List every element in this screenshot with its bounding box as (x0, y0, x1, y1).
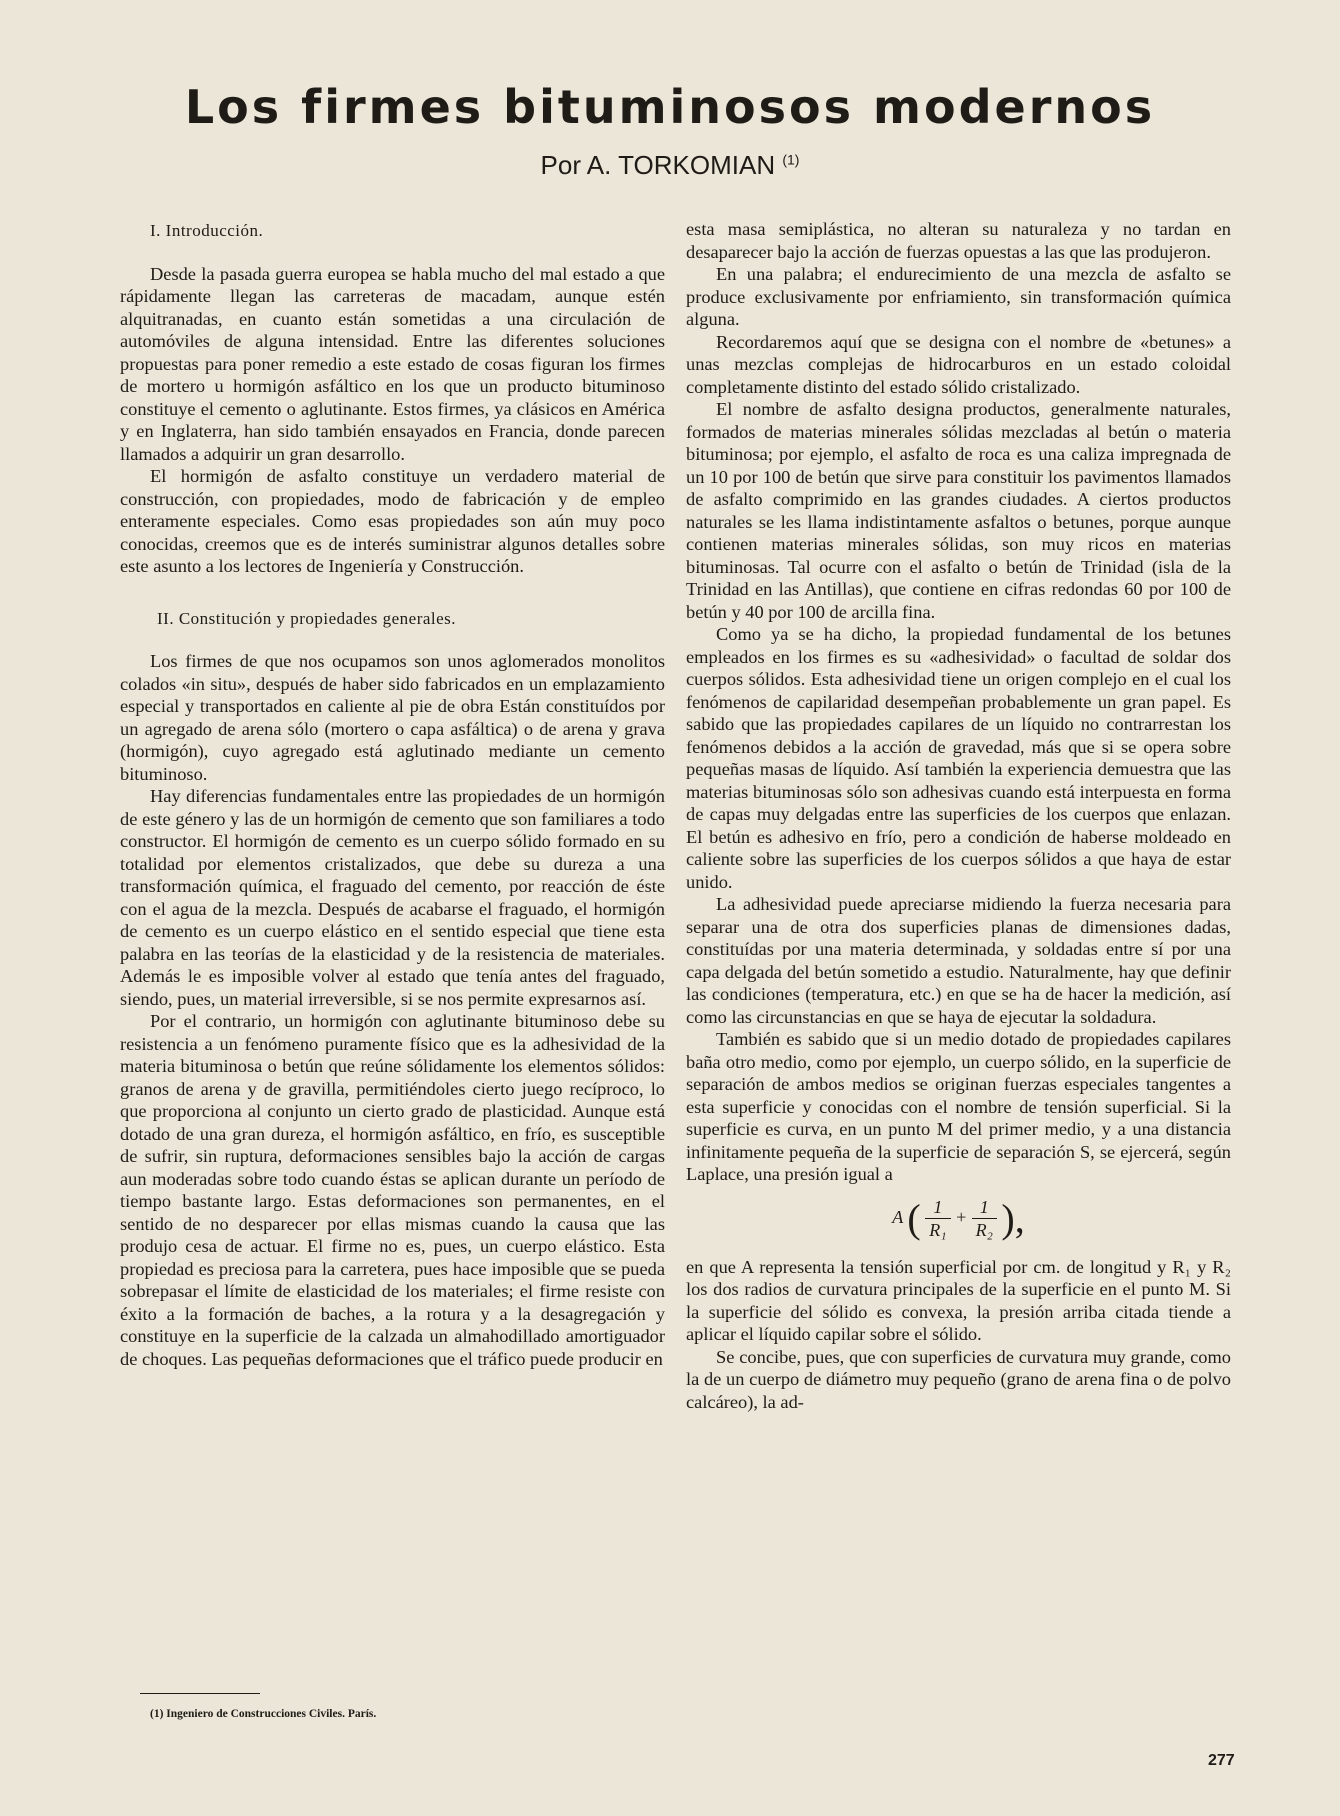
section-heading-constitucion: II. Constitución y propiedades generales. (157, 608, 457, 628)
paragraph: En una palabra; el endurecimiento de una mezcla de asfalto se produce exclusivamente por enfriamiento, sin transformación química alguna. (686, 264, 1231, 329)
page-number: 277 (1208, 1752, 1235, 1769)
footnote-divider (140, 1693, 260, 1694)
formula-open-paren: ( (907, 1195, 921, 1241)
footnote: (1) Ingeniero de Construcciones Civiles. París. (150, 1708, 377, 1720)
formula-numerator: 1 (972, 1196, 997, 1220)
laplace-formula (686, 1196, 1231, 1242)
formula-close-paren: ), (1001, 1195, 1025, 1241)
formula-plus: + (955, 1206, 968, 1227)
paragraph: en que A representa la tensión superficial por cm. de longitud y R₁ y R₂ los dos radios de curvatura principales de la superficie en el punto M. Si la superficie del sólido es convexa, la presión arriba citada tiende a aplicar el líquido capilar sobre el sólido. (686, 1256, 1231, 1344)
formula-A: A (892, 1206, 903, 1227)
formula-denominator: R₂ (975, 1220, 993, 1240)
paragraph: Los firmes de que nos ocupamos son unos aglomerados monolitos colados «in situ», después de haber sido fabricados en un emplazamiento especial y transportados en caliente al pie de obra Están constituídos por un agregado de arena sólo (mortero o capa asfáltica) o de arena y grava (hormigón), cuyo agregado está aglutinado mediante un cemento bituminoso. (120, 651, 665, 784)
author-footnote-marker: (1) (782, 151, 800, 168)
formula-denominator: R₁ (929, 1220, 947, 1240)
paragraph: Hay diferencias fundamentales entre las propiedades de un hormigón de este género y las de un hormigón de cemento que son familiares a todo constructor. El hormigón de cemento es un cuerpo sólido formado en su totalidad por elementos cristalizados, que debe su dureza a una transformación química, el fraguado del cemento, por reacción de éste con el agua de la mezcla. Después de acabarse el fraguado, el hormigón de cemento es un cuerpo elástico en el sentido especial que tiene esta palabra en las teorías de la elasticidad y de la resistencia de materiales. Además le es imposible volver al estado que tenía antes del fraguado, siendo, pues, un material irreversible, si se nos permite expresarnos así. (120, 786, 665, 1009)
author-byline (0, 150, 1340, 181)
right-column (686, 218, 1231, 1413)
paragraph: El hormigón de asfalto constituye un verdadero material de construcción, con propiedades, modo de fabricación y de empleo enteramente especiales. Como esas propiedades son aún muy poco conocidas, creemos que es de interés suministrar algunos detalles sobre este asunto a los lectores de Ingeniería y Construcción. (120, 466, 665, 576)
paragraph: Por el contrario, un hormigón con aglutinante bituminoso debe su resistencia a un fenómeno puramente físico que es la adhesividad de la materia bituminosa o betún que reúne sólidamente los elementos sólidos: granos de arena y de gravilla, permitiéndoles cierto juego recíproco, lo que proporciona al conjunto un cierto grado de plasticidad. Aunque está dotado de una gran dureza, el hormigón asfáltico, en frío, es susceptible de sufrir, sin ruptura, deformaciones sensibles bajo la acción de cargas aun moderadas sobre todo cuando éstas se aplican durante un período de tiempo bastante largo. Estas deformaciones son permanentes, en el sentido de no desparecer por ellas mismas cuando la causa que las produjo cesa de actuar. El firme no es, pues, un cuerpo elástico. Esta propiedad es preciosa para la carretera, pues hace imposible que se pueda sobrepasar el límite de elasticidad de los materiales; el firme resiste con éxito a la formación de baches, a la rotura y a la desagregación y constituye en la superficie de la calzada un almahodillado amortiguador de choques. Las pequeñas deformaciones que el tráfico puede producir en (120, 1011, 665, 1369)
paragraph: También es sabido que si un medio dotado de propiedades capilares baña otro medio, como por ejemplo, un cuerpo sólido, en la superficie de separación de ambos medios se originan fuerzas especiales tangentes a esta superficie y conocidas con el nombre de tensión superficial. Si la superficie es curva, en un punto M del primer medio, y a una distancia infinitamente pequeña de la superficie de separación S, se ejercerá, según Laplace, una presión igual a (686, 1029, 1231, 1184)
left-column (120, 218, 665, 1370)
formula-fraction-2 (972, 1196, 997, 1242)
paragraph: Como ya se ha dicho, la propiedad fundamental de los betunes empleados en los firmes es su «adhesividad» o facultad de soldar dos cuerpos sólidos. Esta adhesividad tiene un origen complejo en el cual los fenómenos de capilaridad desempeñan probablemente un gran papel. Es sabido que las propiedades capilares de un líquido no contrarrestan los fenómenos debidos a la acción de gravedad, más que si se opera sobre pequeñas masas de líquido. Así también la experiencia demuestra que las materias bituminosas sólo son adhesivas cuando está interpuesta en forma de capas muy delgadas entre las superficies de los cuerpos que enlazan. El betún es adhesivo en frío, pero a condición de haberse moldeado en caliente sobre las superficies de los cuerpos sólidos a que haya de estar unido. (686, 624, 1231, 892)
section-heading-introduccion: I. Introducción. (150, 221, 264, 240)
article-title: Los firmes bituminosos modernos (184, 80, 1156, 134)
paragraph: Desde la pasada guerra europea se habla mucho del mal estado a que rápidamente llegan las carreteras de macadam, aunque estén alquitranadas, en cuanto están sometidas a una circulación de automóviles de alguna intensidad. Entre las diferentes soluciones propuestas para poner remedio a este estado de cosas figuran los firmes de mortero u hormigón asfáltico en los que un producto bituminoso constituye el cemento o aglutinante. Estos firmes, ya clásicos en América y en Inglaterra, han sido también ensayados en Francia, donde parecen llamados a adquirir un gran desarrollo. (120, 263, 665, 464)
paragraph: Se concibe, pues, que con superficies de curvatura muy grande, como la de un cuerpo de diámetro muy pequeño (grano de arena fina o de polvo calcáreo), la ad- (686, 1346, 1231, 1412)
formula-fraction-1 (925, 1196, 950, 1242)
author-name: Por A. TORKOMIAN (540, 150, 776, 180)
paragraph: Recordaremos aquí que se designa con el nombre de «betunes» a unas mezclas complejas de hidrocarburos en un estado coloidal completamente distinto del estado sólido cristalizado. (686, 331, 1231, 397)
formula-numerator: 1 (925, 1196, 950, 1220)
paragraph: La adhesividad puede apreciarse midiendo la fuerza necesaria para separar una de otra dos superficies planas de dimensiones dadas, constituídas por una materia determinada, y soldadas entre sí por una capa delgada del betún sometido a estudio. Naturalmente, hay que definir las condiciones (temperatura, etc.) en que se ha de hacer la medición, así como las circunstancias en que se haya de ejecutar la soldadura. (686, 894, 1231, 1027)
paragraph: esta masa semiplástica, no alteran su naturaleza y no tardan en desaparecer bajo la acción de fuerzas opuestas a las que las produjeron. (686, 219, 1231, 262)
paragraph: El nombre de asfalto designa productos, generalmente naturales, formados de materias minerales sólidas mezcladas al betún o materia bituminosa; por ejemplo, el asfalto de roca es una caliza impregnada de un 10 por 100 de betún que sirve para constituir los pavimentos llamados de asfalto comprimido en las grandes ciudades. A ciertos productos naturales se les llama indistintamente asfaltos o betunes, porque aunque contienen materias minerales sólidas, son muy ricos en materias bituminosas. Tal ocurre con el asfalto o betún de Trinidad (isla de la Trinidad en las Antillas), que contiene en cifras redondas 60 por 100 de betún y 40 por 100 de arcilla fina. (686, 399, 1231, 622)
